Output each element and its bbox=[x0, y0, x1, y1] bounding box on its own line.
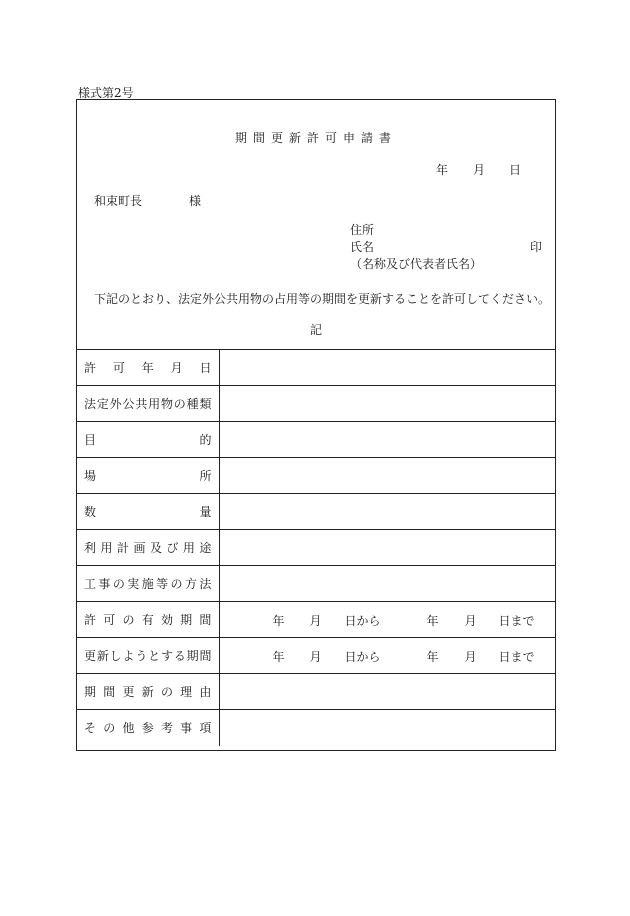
label-char: 有 bbox=[141, 613, 154, 627]
row-label-text bbox=[84, 503, 212, 520]
table-row bbox=[77, 638, 555, 674]
seal-mark: 印 bbox=[529, 240, 542, 254]
table-row bbox=[77, 386, 555, 422]
label-char: 事 bbox=[98, 577, 111, 591]
label-char: と bbox=[148, 649, 161, 663]
label-char: 共 bbox=[135, 397, 148, 411]
label-char: の bbox=[103, 721, 116, 736]
form-number: 様式第2号 bbox=[78, 86, 134, 100]
label-char: 年 bbox=[141, 361, 154, 375]
label-char: 途 bbox=[199, 541, 212, 555]
label-char: 場 bbox=[84, 469, 97, 483]
period-part: 月 bbox=[464, 613, 477, 628]
row-label-text bbox=[84, 647, 212, 664]
row-label-text bbox=[84, 683, 212, 700]
label-char: 法 bbox=[199, 577, 212, 591]
row-label-text bbox=[84, 575, 212, 592]
period-part: 年 bbox=[426, 649, 439, 664]
label-char: 施 bbox=[141, 577, 154, 591]
label-char: う bbox=[135, 649, 148, 663]
form-header bbox=[77, 100, 555, 349]
row-label bbox=[77, 638, 219, 674]
row-value[interactable] bbox=[219, 458, 555, 494]
label-char: 的 bbox=[199, 433, 212, 447]
label-char: 法 bbox=[84, 397, 97, 411]
label-char: 可 bbox=[103, 613, 116, 627]
row-value[interactable] bbox=[219, 350, 555, 386]
label-char: 外 bbox=[109, 397, 122, 411]
label-char: 効 bbox=[160, 613, 173, 627]
label-char: 間 bbox=[103, 685, 116, 699]
period-part: 年 bbox=[272, 649, 285, 664]
label-char: 更 bbox=[122, 685, 135, 699]
label-char: よ bbox=[122, 649, 135, 663]
date-month: 月 bbox=[473, 163, 486, 177]
period-range bbox=[220, 612, 556, 628]
label-char: の bbox=[170, 577, 183, 591]
row-value[interactable] bbox=[219, 710, 555, 746]
label-char: 公 bbox=[122, 397, 135, 411]
label-char: 量 bbox=[199, 505, 212, 519]
label-char: 月 bbox=[170, 361, 183, 375]
label-char: 期 bbox=[84, 685, 97, 699]
label-char: し bbox=[109, 649, 122, 663]
applicant-name-label: 氏名 bbox=[350, 240, 375, 254]
row-label bbox=[77, 386, 219, 422]
label-char: 他 bbox=[122, 721, 135, 736]
row-label bbox=[77, 710, 219, 746]
label-char: 実 bbox=[127, 577, 140, 591]
row-value[interactable] bbox=[219, 638, 555, 674]
label-char: 新 bbox=[96, 649, 109, 663]
label-char: び bbox=[166, 541, 179, 555]
label-char: 日 bbox=[199, 361, 212, 375]
label-char: 利 bbox=[84, 541, 97, 555]
row-label bbox=[77, 530, 219, 566]
table-row bbox=[77, 422, 555, 458]
row-value[interactable] bbox=[219, 674, 555, 710]
label-char: 考 bbox=[160, 721, 173, 736]
label-char: 用 bbox=[100, 541, 113, 555]
row-label-text bbox=[84, 431, 212, 448]
row-value[interactable] bbox=[219, 422, 555, 458]
period-part: 月 bbox=[464, 649, 477, 664]
label-char: 間 bbox=[199, 613, 212, 627]
period-part: 月 bbox=[309, 649, 322, 664]
label-char: す bbox=[160, 649, 173, 663]
row-value[interactable] bbox=[219, 530, 555, 566]
period-part: 日から bbox=[344, 649, 381, 664]
label-char: の bbox=[173, 397, 186, 411]
label-char: 種 bbox=[186, 397, 199, 411]
table-row bbox=[77, 494, 555, 530]
period-part: 年 bbox=[426, 613, 439, 628]
row-value[interactable] bbox=[219, 386, 555, 422]
applicant-block bbox=[350, 222, 550, 273]
period-range bbox=[220, 648, 556, 664]
date-line bbox=[355, 161, 555, 177]
date-year: 年 bbox=[436, 163, 449, 177]
label-char: る bbox=[173, 649, 186, 663]
table-row bbox=[77, 458, 555, 494]
row-label bbox=[77, 458, 219, 494]
label-char: 目 bbox=[84, 433, 97, 447]
label-char: 事 bbox=[180, 721, 193, 736]
label-char: 参 bbox=[141, 721, 154, 736]
document-title: 期間更新許可申請書 bbox=[234, 131, 397, 145]
label-char: そ bbox=[84, 721, 97, 736]
row-label bbox=[77, 674, 219, 710]
label-char: 由 bbox=[199, 685, 212, 699]
period-part: 月 bbox=[309, 613, 322, 628]
application-form bbox=[76, 99, 556, 751]
label-char: 用 bbox=[182, 541, 195, 555]
label-char: の bbox=[122, 613, 135, 627]
label-char: 類 bbox=[199, 397, 212, 411]
table-row bbox=[77, 674, 555, 710]
label-char: 物 bbox=[160, 397, 173, 411]
row-label bbox=[77, 494, 219, 530]
label-char: の bbox=[112, 577, 125, 591]
row-label bbox=[77, 566, 219, 602]
period-part: 年 bbox=[272, 613, 285, 628]
label-char: の bbox=[160, 685, 173, 699]
row-label bbox=[77, 350, 219, 386]
period-part: 日まで bbox=[498, 649, 535, 664]
row-value[interactable] bbox=[219, 494, 555, 530]
ki-mark: 記 bbox=[309, 323, 322, 337]
period-part: 日まで bbox=[498, 613, 535, 628]
row-label-text bbox=[84, 719, 212, 736]
row-label-text bbox=[84, 467, 212, 484]
addressee-name: 和束町長 bbox=[94, 194, 143, 208]
row-label-text bbox=[84, 539, 212, 556]
label-char: 理 bbox=[180, 685, 193, 699]
row-label-text bbox=[84, 611, 212, 628]
date-day: 日 bbox=[509, 163, 522, 177]
request-text: 下記のとおり、法定外公共用物の占用等の期間を更新することを許可してください。 bbox=[94, 292, 551, 306]
label-char: 新 bbox=[141, 685, 154, 699]
label-char: 所 bbox=[199, 469, 212, 483]
applicant-address-label: 住所 bbox=[350, 223, 375, 237]
row-label-text bbox=[84, 359, 212, 376]
table-row bbox=[77, 566, 555, 602]
period-part: 日から bbox=[344, 613, 381, 628]
label-char: 用 bbox=[148, 397, 161, 411]
table-row bbox=[77, 530, 555, 566]
addressee bbox=[94, 192, 202, 209]
applicant-note: （名称及び代表者氏名） bbox=[350, 257, 483, 271]
row-label bbox=[77, 422, 219, 458]
label-char: 許 bbox=[84, 613, 97, 627]
table-row bbox=[77, 602, 555, 638]
label-char: 定 bbox=[96, 397, 109, 411]
label-char: 等 bbox=[156, 577, 169, 591]
label-char: 期 bbox=[180, 613, 193, 627]
label-char: 数 bbox=[84, 505, 97, 519]
items-table bbox=[77, 349, 555, 746]
label-char: 計 bbox=[116, 541, 129, 555]
label-char: 間 bbox=[199, 649, 212, 663]
label-char: 期 bbox=[186, 649, 199, 663]
label-char: 及 bbox=[149, 541, 162, 555]
row-label bbox=[77, 602, 219, 638]
row-value[interactable] bbox=[219, 602, 555, 638]
label-char: 方 bbox=[184, 577, 197, 591]
label-char: 更 bbox=[84, 649, 97, 663]
label-char: 許 bbox=[84, 361, 97, 375]
row-value[interactable] bbox=[219, 566, 555, 602]
label-char: 画 bbox=[133, 541, 146, 555]
label-char: 工 bbox=[84, 577, 97, 591]
addressee-honorific: 様 bbox=[189, 194, 202, 208]
applicant-name-row bbox=[350, 239, 550, 256]
label-char: 項 bbox=[199, 721, 212, 736]
label-char: 可 bbox=[112, 361, 125, 375]
table-row bbox=[77, 710, 555, 746]
table-row bbox=[77, 350, 555, 386]
row-label-text bbox=[84, 395, 212, 412]
